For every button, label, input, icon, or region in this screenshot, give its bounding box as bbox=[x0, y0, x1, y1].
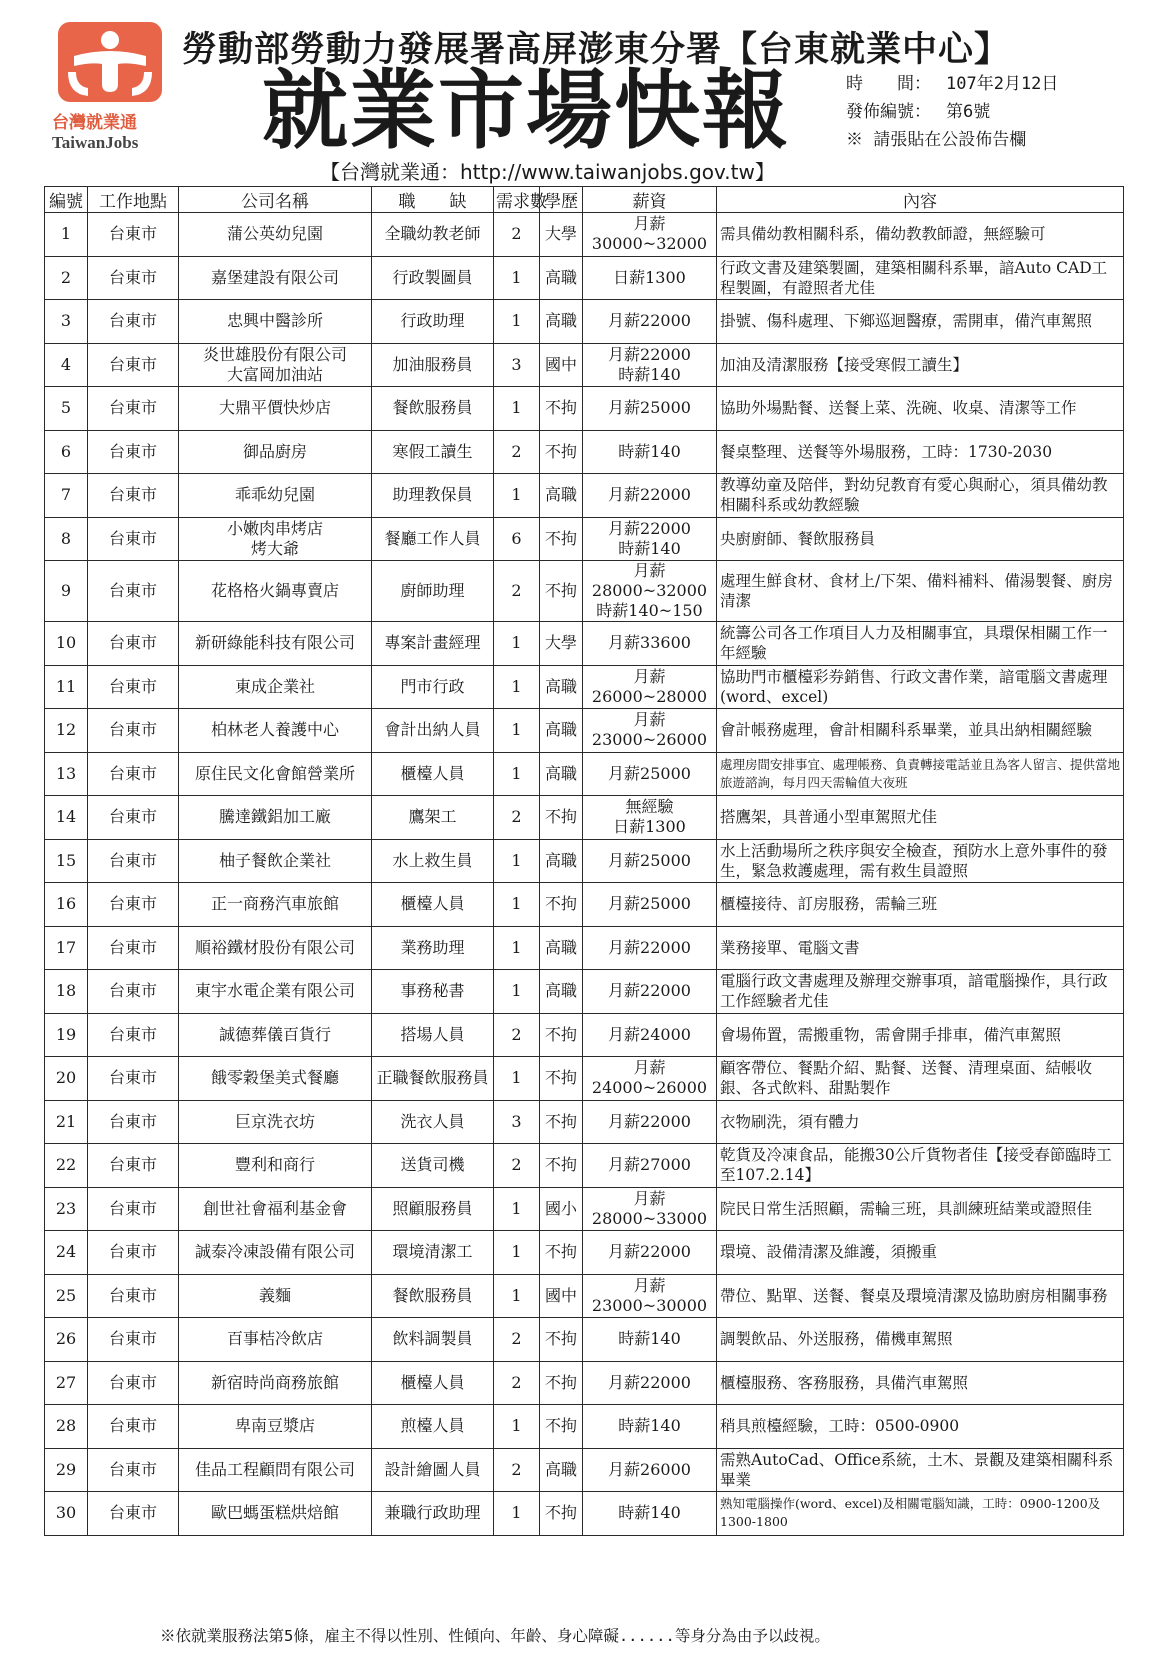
cell-number: 18 bbox=[45, 970, 88, 1014]
cell-position: 煎檯人員 bbox=[372, 1405, 494, 1449]
cell-position: 助理教保員 bbox=[372, 474, 494, 518]
cell-location: 台東市 bbox=[88, 752, 179, 796]
cell-count: 2 bbox=[494, 430, 540, 474]
cell-content: 協助外場點餐、送餐上菜、洗碗、收桌、清潔等工作 bbox=[717, 387, 1124, 431]
cell-content: 電腦行政文書處理及辦理交辦事項，諳電腦操作，具行政工作經驗者尤佳 bbox=[717, 970, 1124, 1014]
cell-content: 衣物刷洗，須有體力 bbox=[717, 1100, 1124, 1144]
cell-count: 1 bbox=[494, 970, 540, 1014]
issue-meta bbox=[846, 70, 1058, 154]
cell-position: 寒假工讀生 bbox=[372, 430, 494, 474]
cell-education: 不拘 bbox=[540, 1361, 583, 1405]
cell-salary: 月薪24000~26000 bbox=[583, 1057, 717, 1101]
cell-count: 1 bbox=[494, 256, 540, 300]
cell-count: 2 bbox=[494, 213, 540, 257]
table-row bbox=[45, 213, 1124, 257]
cell-content: 處理房間安排事宜、處理帳務、負責轉接電話並且為客人留言、提供當地旅遊諮詢，每月四天需輪值大夜班 bbox=[717, 752, 1124, 796]
cell-content: 顧客帶位、餐點介紹、點餐、送餐、清理桌面、結帳收銀、各式飲料、甜點製作 bbox=[717, 1057, 1124, 1101]
cell-education: 不拘 bbox=[540, 430, 583, 474]
website-link: 【台灣就業通：http://www.taiwanjobs.gov.tw】 bbox=[320, 160, 775, 184]
cell-content: 帶位、點單、送餐、餐桌及環境清潔及協助廚房相關事務 bbox=[717, 1274, 1124, 1318]
cell-salary: 月薪22000 bbox=[583, 926, 717, 970]
table-row bbox=[45, 1144, 1124, 1188]
cell-position: 事務秘書 bbox=[372, 970, 494, 1014]
cell-content: 加油及清潔服務【接受寒假工讀生】 bbox=[717, 343, 1124, 387]
table-row bbox=[45, 1100, 1124, 1144]
logo-mark-icon bbox=[58, 22, 162, 102]
cell-salary: 月薪26000~28000 bbox=[583, 665, 717, 709]
cell-education: 不拘 bbox=[540, 1318, 583, 1362]
cell-location: 台東市 bbox=[88, 1405, 179, 1449]
date-label: 時 間： bbox=[846, 74, 931, 94]
cell-salary: 月薪22000 時薪140 bbox=[583, 343, 717, 387]
cell-number: 15 bbox=[45, 839, 88, 883]
cell-location: 台東市 bbox=[88, 1274, 179, 1318]
cell-content: 行政文書及建築製圖，建築相關科系畢，諳Auto CAD工程製圖，有證照者尤佳 bbox=[717, 256, 1124, 300]
cell-location: 台東市 bbox=[88, 1361, 179, 1405]
cell-location: 台東市 bbox=[88, 1231, 179, 1275]
table-row bbox=[45, 1057, 1124, 1101]
cell-number: 13 bbox=[45, 752, 88, 796]
table-row bbox=[45, 796, 1124, 840]
cell-education: 高職 bbox=[540, 1448, 583, 1492]
cell-number: 28 bbox=[45, 1405, 88, 1449]
cell-location: 台東市 bbox=[88, 970, 179, 1014]
cell-content: 環境、設備清潔及維護，須搬重 bbox=[717, 1231, 1124, 1275]
cell-salary: 月薪25000 bbox=[583, 752, 717, 796]
cell-content: 乾貨及冷凍食品，能搬30公斤貨物者佳【接受春節臨時工至107.2.14】 bbox=[717, 1144, 1124, 1188]
cell-company: 大鼎平價快炒店 bbox=[179, 387, 372, 431]
cell-content: 餐桌整理、送餐等外場服務，工時：1730-2030 bbox=[717, 430, 1124, 474]
cell-education: 不拘 bbox=[540, 1057, 583, 1101]
cell-count: 1 bbox=[494, 387, 540, 431]
cell-education: 高職 bbox=[540, 256, 583, 300]
cell-count: 3 bbox=[494, 1100, 540, 1144]
cell-education: 高職 bbox=[540, 300, 583, 344]
cell-education: 高職 bbox=[540, 665, 583, 709]
cell-position: 門市行政 bbox=[372, 665, 494, 709]
cell-content: 櫃檯服務、客務服務，具備汽車駕照 bbox=[717, 1361, 1124, 1405]
taiwanjobs-logo bbox=[52, 22, 172, 154]
cell-number: 23 bbox=[45, 1187, 88, 1231]
logo-text-en: TaiwanJobs bbox=[52, 133, 139, 152]
date-value: 107年2月12日 bbox=[946, 74, 1059, 94]
cell-content: 教導幼童及陪伴，對幼兒教育有愛心與耐心，須具備幼教相關科系或幼教經驗 bbox=[717, 474, 1124, 518]
cell-education: 大學 bbox=[540, 622, 583, 666]
cell-number: 12 bbox=[45, 709, 88, 753]
cell-education: 國中 bbox=[540, 343, 583, 387]
cell-company: 炎世雄股份有限公司 大富岡加油站 bbox=[179, 343, 372, 387]
cell-location: 台東市 bbox=[88, 1318, 179, 1362]
cell-education: 高職 bbox=[540, 926, 583, 970]
cell-count: 2 bbox=[494, 1448, 540, 1492]
cell-content: 院民日常生活照顧，需輪三班，具訓練班結業或證照佳 bbox=[717, 1187, 1124, 1231]
table-row bbox=[45, 1013, 1124, 1057]
table-row bbox=[45, 1274, 1124, 1318]
cell-location: 台東市 bbox=[88, 561, 179, 622]
cell-position: 餐飲服務員 bbox=[372, 1274, 494, 1318]
table-row bbox=[45, 300, 1124, 344]
cell-content: 處理生鮮食材、食材上/下架、備料補料、備湯製餐、廚房清潔 bbox=[717, 561, 1124, 622]
cell-company: 花格格火鍋專賣店 bbox=[179, 561, 372, 622]
cell-position: 廚師助理 bbox=[372, 561, 494, 622]
cell-content: 需具備幼教相關科系，備幼教教師證，無經驗可 bbox=[717, 213, 1124, 257]
cell-salary: 月薪22000 bbox=[583, 1361, 717, 1405]
cell-position: 照顧服務員 bbox=[372, 1187, 494, 1231]
cell-position: 水上救生員 bbox=[372, 839, 494, 883]
issue-value: 第6號 bbox=[946, 102, 991, 122]
cell-company: 卑南豆漿店 bbox=[179, 1405, 372, 1449]
cell-education: 不拘 bbox=[540, 1231, 583, 1275]
cell-company: 嘉堡建設有限公司 bbox=[179, 256, 372, 300]
table-row bbox=[45, 256, 1124, 300]
table-row bbox=[45, 665, 1124, 709]
col-number-header: 編號 bbox=[45, 187, 88, 213]
cell-location: 台東市 bbox=[88, 343, 179, 387]
cell-content: 會計帳務處理，會計相關科系畢業，並具出納相關經驗 bbox=[717, 709, 1124, 753]
cell-number: 24 bbox=[45, 1231, 88, 1275]
cell-count: 3 bbox=[494, 343, 540, 387]
cell-location: 台東市 bbox=[88, 1013, 179, 1057]
cell-position: 鷹架工 bbox=[372, 796, 494, 840]
cell-count: 1 bbox=[494, 1231, 540, 1275]
cell-count: 1 bbox=[494, 839, 540, 883]
table-row bbox=[45, 1231, 1124, 1275]
cell-company: 騰達鐵鋁加工廠 bbox=[179, 796, 372, 840]
cell-number: 4 bbox=[45, 343, 88, 387]
cell-count: 1 bbox=[494, 883, 540, 927]
cell-position: 會計出納人員 bbox=[372, 709, 494, 753]
agency-name: 勞動部勞動力發展署高屏澎東分署【台東就業中心】 bbox=[182, 30, 1011, 70]
table-row bbox=[45, 883, 1124, 927]
cell-content: 熟知電腦操作(word、excel)及相關電腦知識，工時：0900-1200及1300-1800 bbox=[717, 1492, 1124, 1536]
cell-company: 百事桔冷飲店 bbox=[179, 1318, 372, 1362]
cell-salary: 月薪24000 bbox=[583, 1013, 717, 1057]
cell-location: 台東市 bbox=[88, 474, 179, 518]
table-row bbox=[45, 1361, 1124, 1405]
cell-company: 乖乖幼兒園 bbox=[179, 474, 372, 518]
cell-position: 專案計畫經理 bbox=[372, 622, 494, 666]
cell-education: 不拘 bbox=[540, 561, 583, 622]
cell-location: 台東市 bbox=[88, 213, 179, 257]
cell-company: 正一商務汽車旅館 bbox=[179, 883, 372, 927]
cell-location: 台東市 bbox=[88, 517, 179, 561]
cell-position: 洗衣人員 bbox=[372, 1100, 494, 1144]
cell-position: 飲料調製員 bbox=[372, 1318, 494, 1362]
cell-salary: 月薪25000 bbox=[583, 839, 717, 883]
col-count-header: 需求數 bbox=[494, 187, 540, 213]
cell-education: 國小 bbox=[540, 1187, 583, 1231]
cell-salary: 時薪140 bbox=[583, 430, 717, 474]
cell-education: 高職 bbox=[540, 970, 583, 1014]
cell-position: 正職餐飲服務員 bbox=[372, 1057, 494, 1101]
cell-location: 台東市 bbox=[88, 665, 179, 709]
table-row bbox=[45, 387, 1124, 431]
cell-number: 3 bbox=[45, 300, 88, 344]
cell-company: 蒲公英幼兒園 bbox=[179, 213, 372, 257]
cell-position: 餐廳工作人員 bbox=[372, 517, 494, 561]
cell-count: 1 bbox=[494, 1057, 540, 1101]
col-position-header: 職 缺 bbox=[372, 187, 494, 213]
cell-position: 業務助理 bbox=[372, 926, 494, 970]
col-company-header: 公司名稱 bbox=[179, 187, 372, 213]
cell-number: 14 bbox=[45, 796, 88, 840]
table-row bbox=[45, 839, 1124, 883]
cell-number: 7 bbox=[45, 474, 88, 518]
cell-company: 義麵 bbox=[179, 1274, 372, 1318]
cell-count: 2 bbox=[494, 1013, 540, 1057]
col-content-header: 內容 bbox=[717, 187, 1124, 213]
table-row bbox=[45, 1187, 1124, 1231]
cell-count: 1 bbox=[494, 622, 540, 666]
cell-education: 國中 bbox=[540, 1274, 583, 1318]
cell-number: 6 bbox=[45, 430, 88, 474]
cell-content: 調製飲品、外送服務，備機車駕照 bbox=[717, 1318, 1124, 1362]
cell-salary: 月薪23000~26000 bbox=[583, 709, 717, 753]
cell-education: 不拘 bbox=[540, 1492, 583, 1536]
cell-number: 29 bbox=[45, 1448, 88, 1492]
cell-number: 25 bbox=[45, 1274, 88, 1318]
cell-company: 柚子餐飲企業社 bbox=[179, 839, 372, 883]
cell-location: 台東市 bbox=[88, 1492, 179, 1536]
cell-education: 不拘 bbox=[540, 1405, 583, 1449]
cell-count: 2 bbox=[494, 1318, 540, 1362]
cell-company: 小嫩肉串烤店 烤大爺 bbox=[179, 517, 372, 561]
cell-education: 不拘 bbox=[540, 1013, 583, 1057]
cell-position: 行政製圖員 bbox=[372, 256, 494, 300]
cell-position: 設計繪圖人員 bbox=[372, 1448, 494, 1492]
cell-count: 1 bbox=[494, 752, 540, 796]
cell-number: 11 bbox=[45, 665, 88, 709]
job-listing-table bbox=[44, 186, 1124, 1536]
cell-education: 不拘 bbox=[540, 883, 583, 927]
cell-number: 27 bbox=[45, 1361, 88, 1405]
cell-content: 掛號、傷科處理、下鄉巡迴醫療，需開車，備汽車駕照 bbox=[717, 300, 1124, 344]
cell-company: 新研綠能科技有限公司 bbox=[179, 622, 372, 666]
cell-salary: 時薪140 bbox=[583, 1405, 717, 1449]
cell-company: 忠興中醫診所 bbox=[179, 300, 372, 344]
cell-position: 櫃檯人員 bbox=[372, 1361, 494, 1405]
cell-content: 業務接單、電腦文書 bbox=[717, 926, 1124, 970]
cell-position: 送貨司機 bbox=[372, 1144, 494, 1188]
cell-count: 1 bbox=[494, 1492, 540, 1536]
cell-number: 22 bbox=[45, 1144, 88, 1188]
col-education-header: 學歷 bbox=[540, 187, 583, 213]
cell-number: 2 bbox=[45, 256, 88, 300]
cell-company: 佳品工程顧問有限公司 bbox=[179, 1448, 372, 1492]
cell-salary: 月薪23000~30000 bbox=[583, 1274, 717, 1318]
anti-discrimination-notice: ※依就業服務法第5條，雇主不得以性別、性傾向、年齡、身心障礙......等身分為由予以歧視。 bbox=[160, 1627, 830, 1645]
table-row bbox=[45, 752, 1124, 796]
cell-count: 2 bbox=[494, 1144, 540, 1188]
cell-salary: 時薪140 bbox=[583, 1318, 717, 1362]
cell-number: 20 bbox=[45, 1057, 88, 1101]
cell-position: 行政助理 bbox=[372, 300, 494, 344]
cell-content: 需熟AutoCad、Office系統，土木、景觀及建築相關科系畢業 bbox=[717, 1448, 1124, 1492]
table-row bbox=[45, 970, 1124, 1014]
cell-education: 高職 bbox=[540, 474, 583, 518]
cell-number: 10 bbox=[45, 622, 88, 666]
cell-number: 17 bbox=[45, 926, 88, 970]
cell-location: 台東市 bbox=[88, 622, 179, 666]
issue-label: 發佈編號： bbox=[846, 102, 931, 122]
cell-count: 1 bbox=[494, 300, 540, 344]
table-row bbox=[45, 561, 1124, 622]
cell-salary: 月薪26000 bbox=[583, 1448, 717, 1492]
cell-location: 台東市 bbox=[88, 1448, 179, 1492]
cell-salary: 日薪1300 bbox=[583, 256, 717, 300]
cell-count: 1 bbox=[494, 1405, 540, 1449]
cell-company: 歐巴螞蛋糕烘焙館 bbox=[179, 1492, 372, 1536]
cell-location: 台東市 bbox=[88, 1187, 179, 1231]
cell-content: 搭鷹架，具普通小型車駕照尤佳 bbox=[717, 796, 1124, 840]
cell-count: 1 bbox=[494, 1274, 540, 1318]
cell-count: 1 bbox=[494, 474, 540, 518]
cell-salary: 月薪22000 bbox=[583, 474, 717, 518]
cell-company: 東成企業社 bbox=[179, 665, 372, 709]
cell-company: 誠泰冷凍設備有限公司 bbox=[179, 1231, 372, 1275]
cell-salary: 月薪25000 bbox=[583, 387, 717, 431]
table-row bbox=[45, 1448, 1124, 1492]
cell-salary: 月薪22000 bbox=[583, 300, 717, 344]
cell-position: 兼職行政助理 bbox=[372, 1492, 494, 1536]
cell-position: 餐飲服務員 bbox=[372, 387, 494, 431]
cell-position: 搭場人員 bbox=[372, 1013, 494, 1057]
cell-location: 台東市 bbox=[88, 300, 179, 344]
cell-location: 台東市 bbox=[88, 1144, 179, 1188]
cell-count: 1 bbox=[494, 1187, 540, 1231]
cell-position: 全職幼教老師 bbox=[372, 213, 494, 257]
cell-count: 2 bbox=[494, 561, 540, 622]
cell-salary: 月薪22000 bbox=[583, 1231, 717, 1275]
cell-location: 台東市 bbox=[88, 839, 179, 883]
cell-education: 不拘 bbox=[540, 796, 583, 840]
cell-education: 高職 bbox=[540, 839, 583, 883]
logo-text-cn: 台灣就業通 bbox=[52, 113, 137, 133]
cell-location: 台東市 bbox=[88, 1100, 179, 1144]
cell-location: 台東市 bbox=[88, 387, 179, 431]
cell-company: 創世社會福利基金會 bbox=[179, 1187, 372, 1231]
cell-company: 御品廚房 bbox=[179, 430, 372, 474]
cell-content: 會場佈置，需搬重物，需會開手排車，備汽車駕照 bbox=[717, 1013, 1124, 1057]
cell-education: 大學 bbox=[540, 213, 583, 257]
cell-salary: 無經驗 日薪1300 bbox=[583, 796, 717, 840]
cell-education: 不拘 bbox=[540, 1100, 583, 1144]
cell-salary: 月薪28000~32000 時薪140~150 bbox=[583, 561, 717, 622]
cell-number: 1 bbox=[45, 213, 88, 257]
table-header-row bbox=[45, 187, 1124, 213]
table-row bbox=[45, 517, 1124, 561]
cell-education: 高職 bbox=[540, 709, 583, 753]
cell-content: 協助門市櫃檯彩券銷售、行政文書作業，諳電腦文書處理(word、excel) bbox=[717, 665, 1124, 709]
cell-company: 誠德葬儀百貨行 bbox=[179, 1013, 372, 1057]
cell-company: 原住民文化會館營業所 bbox=[179, 752, 372, 796]
posting-notice: ※ 請張貼在公設佈告欄 bbox=[846, 130, 1027, 150]
cell-company: 東宇水電企業有限公司 bbox=[179, 970, 372, 1014]
cell-content: 統籌公司各工作項目人力及相關事宜，具環保相關工作一年經驗 bbox=[717, 622, 1124, 666]
cell-number: 26 bbox=[45, 1318, 88, 1362]
cell-salary: 月薪33600 bbox=[583, 622, 717, 666]
cell-number: 5 bbox=[45, 387, 88, 431]
table-row bbox=[45, 474, 1124, 518]
cell-position: 櫃檯人員 bbox=[372, 883, 494, 927]
table-row bbox=[45, 1492, 1124, 1536]
cell-number: 19 bbox=[45, 1013, 88, 1057]
cell-location: 台東市 bbox=[88, 926, 179, 970]
cell-salary: 月薪25000 bbox=[583, 883, 717, 927]
cell-number: 21 bbox=[45, 1100, 88, 1144]
cell-education: 高職 bbox=[540, 752, 583, 796]
cell-content: 央廚廚師、餐飲服務員 bbox=[717, 517, 1124, 561]
cell-content: 稍具煎檯經驗，工時：0500-0900 bbox=[717, 1405, 1124, 1449]
table-row bbox=[45, 622, 1124, 666]
cell-salary: 月薪27000 bbox=[583, 1144, 717, 1188]
cell-company: 新宿時尚商務旅館 bbox=[179, 1361, 372, 1405]
table-row bbox=[45, 709, 1124, 753]
cell-education: 不拘 bbox=[540, 387, 583, 431]
cell-company: 餓零穀堡美式餐廳 bbox=[179, 1057, 372, 1101]
cell-position: 加油服務員 bbox=[372, 343, 494, 387]
cell-number: 30 bbox=[45, 1492, 88, 1536]
cell-position: 櫃檯人員 bbox=[372, 752, 494, 796]
col-location-header: 工作地點 bbox=[88, 187, 179, 213]
cell-salary: 月薪22000 bbox=[583, 1100, 717, 1144]
col-salary-header: 薪資 bbox=[583, 187, 717, 213]
cell-content: 櫃檯接待、訂房服務，需輪三班 bbox=[717, 883, 1124, 927]
table-row bbox=[45, 1318, 1124, 1362]
cell-number: 16 bbox=[45, 883, 88, 927]
cell-content: 水上活動場所之秩序與安全檢查，預防水上意外事件的發生，緊急救護處理，需有救生員證照 bbox=[717, 839, 1124, 883]
page-title: 就業市場快報 bbox=[262, 60, 790, 161]
cell-location: 台東市 bbox=[88, 883, 179, 927]
cell-count: 1 bbox=[494, 665, 540, 709]
cell-company: 巨京洗衣坊 bbox=[179, 1100, 372, 1144]
cell-count: 1 bbox=[494, 709, 540, 753]
cell-count: 2 bbox=[494, 1361, 540, 1405]
cell-salary: 月薪22000 bbox=[583, 970, 717, 1014]
cell-count: 6 bbox=[494, 517, 540, 561]
cell-education: 不拘 bbox=[540, 517, 583, 561]
cell-location: 台東市 bbox=[88, 1057, 179, 1101]
cell-company: 柏林老人養護中心 bbox=[179, 709, 372, 753]
table-row bbox=[45, 1405, 1124, 1449]
cell-position: 環境清潔工 bbox=[372, 1231, 494, 1275]
cell-salary: 月薪28000~33000 bbox=[583, 1187, 717, 1231]
cell-count: 1 bbox=[494, 926, 540, 970]
cell-salary: 月薪30000~32000 bbox=[583, 213, 717, 257]
cell-company: 豐利和商行 bbox=[179, 1144, 372, 1188]
cell-count: 2 bbox=[494, 796, 540, 840]
table-row bbox=[45, 926, 1124, 970]
cell-location: 台東市 bbox=[88, 709, 179, 753]
cell-company: 順裕鐵材股份有限公司 bbox=[179, 926, 372, 970]
cell-location: 台東市 bbox=[88, 256, 179, 300]
table-row bbox=[45, 430, 1124, 474]
cell-education: 不拘 bbox=[540, 1144, 583, 1188]
cell-number: 8 bbox=[45, 517, 88, 561]
cell-number: 9 bbox=[45, 561, 88, 622]
cell-salary: 時薪140 bbox=[583, 1492, 717, 1536]
table-row bbox=[45, 343, 1124, 387]
cell-location: 台東市 bbox=[88, 430, 179, 474]
cell-location: 台東市 bbox=[88, 796, 179, 840]
cell-salary: 月薪22000 時薪140 bbox=[583, 517, 717, 561]
